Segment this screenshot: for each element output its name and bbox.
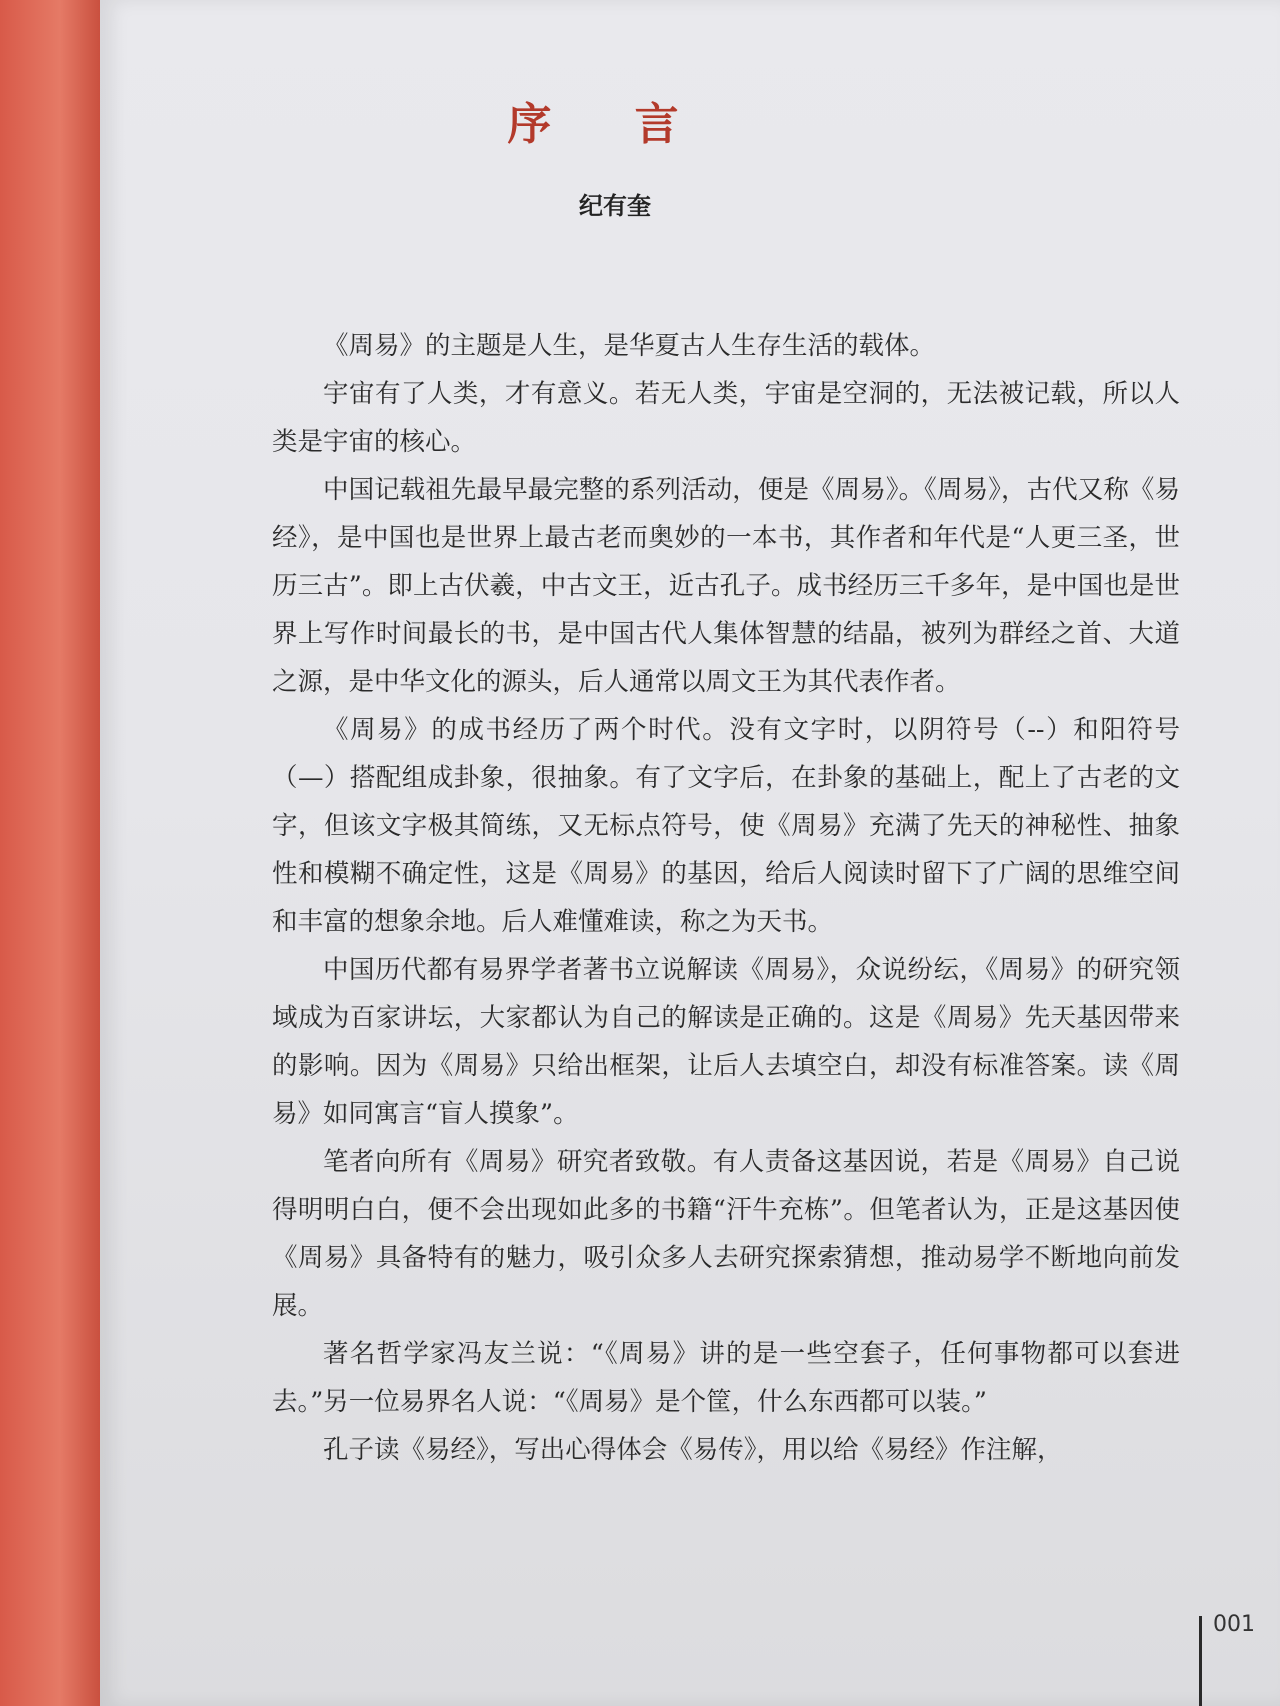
author-name: 纪有奎 [579,192,651,220]
page-number: 001 [1213,1612,1255,1637]
paragraph: 中国记载祖先最早最完整的系列活动，便是《周易》。《周易》，古代又称《易经》，是中国也是世界上最古老而奥妙的一本书，其作者和年代是“人更三圣，世历三古”。即上古伏羲，中古文王，近古孔子。成书经历三千多年，是中国也是世界上写作时间最长的书，是中国古代人集体智慧的结晶，被列为群经之首、大道之源，是中华文化的源头，后人通常以周文王为其代表作者。 [272,475,1180,697]
paragraph: 中国历代都有易界学者著书立说解读《周易》，众说纷纭，《周易》的研究领域成为百家讲坛，大家都认为自己的解读是正确的。这是《周易》先天基因带来的影响。因为《周易》只给出框架，让后人去填空白，却没有标准答案。读《周易》如同寓言“盲人摸象”。 [272,955,1180,1129]
page-edge-mark [1199,1616,1202,1706]
paragraph: 孔子读《易经》，写出心得体会《易传》，用以给《易经》作注解， [323,1435,1063,1465]
book-cover-edge [0,0,100,1706]
paragraph: 笔者向所有《周易》研究者致敬。有人责备这基因说，若是《周易》自己说得明明白白，便不会出现如此多的书籍“汗牛充栋”。但笔者认为，正是这基因使《周易》具备特有的魅力，吸引众多人去研究探索猜想，推动易学不断地向前发展。 [272,1147,1180,1321]
paragraph: 《周易》的成书经历了两个时代。没有文字时，以阴符号（--）和阳符号（—）搭配组成卦象，很抽象。有了文字后，在卦象的基础上，配上了古老的文字，但该文字极其简练，又无标点符号，使《周易》充满了先天的神秘性、抽象性和模糊不确定性，这是《周易》的基因，给后人阅读时留下了广阔的思维空间和丰富的想象余地。后人难懂难读，称之为天书。 [272,715,1180,937]
body-text [272,322,1180,1474]
paragraph: 著名哲学家冯友兰说：“《周易》讲的是一些空套子，任何事物都可以套进去。”另一位易界名人说：“《周易》是个筐，什么东西都可以装。” [272,1339,1180,1417]
paragraph: 《周易》的主题是人生，是华夏古人生存生活的载体。 [323,331,936,361]
book-page [100,0,1280,1706]
paragraph: 宇宙有了人类，才有意义。若无人类，宇宙是空洞的，无法被记载，所以人类是宇宙的核心。 [272,379,1180,457]
page-title: 序 言 [507,99,713,150]
